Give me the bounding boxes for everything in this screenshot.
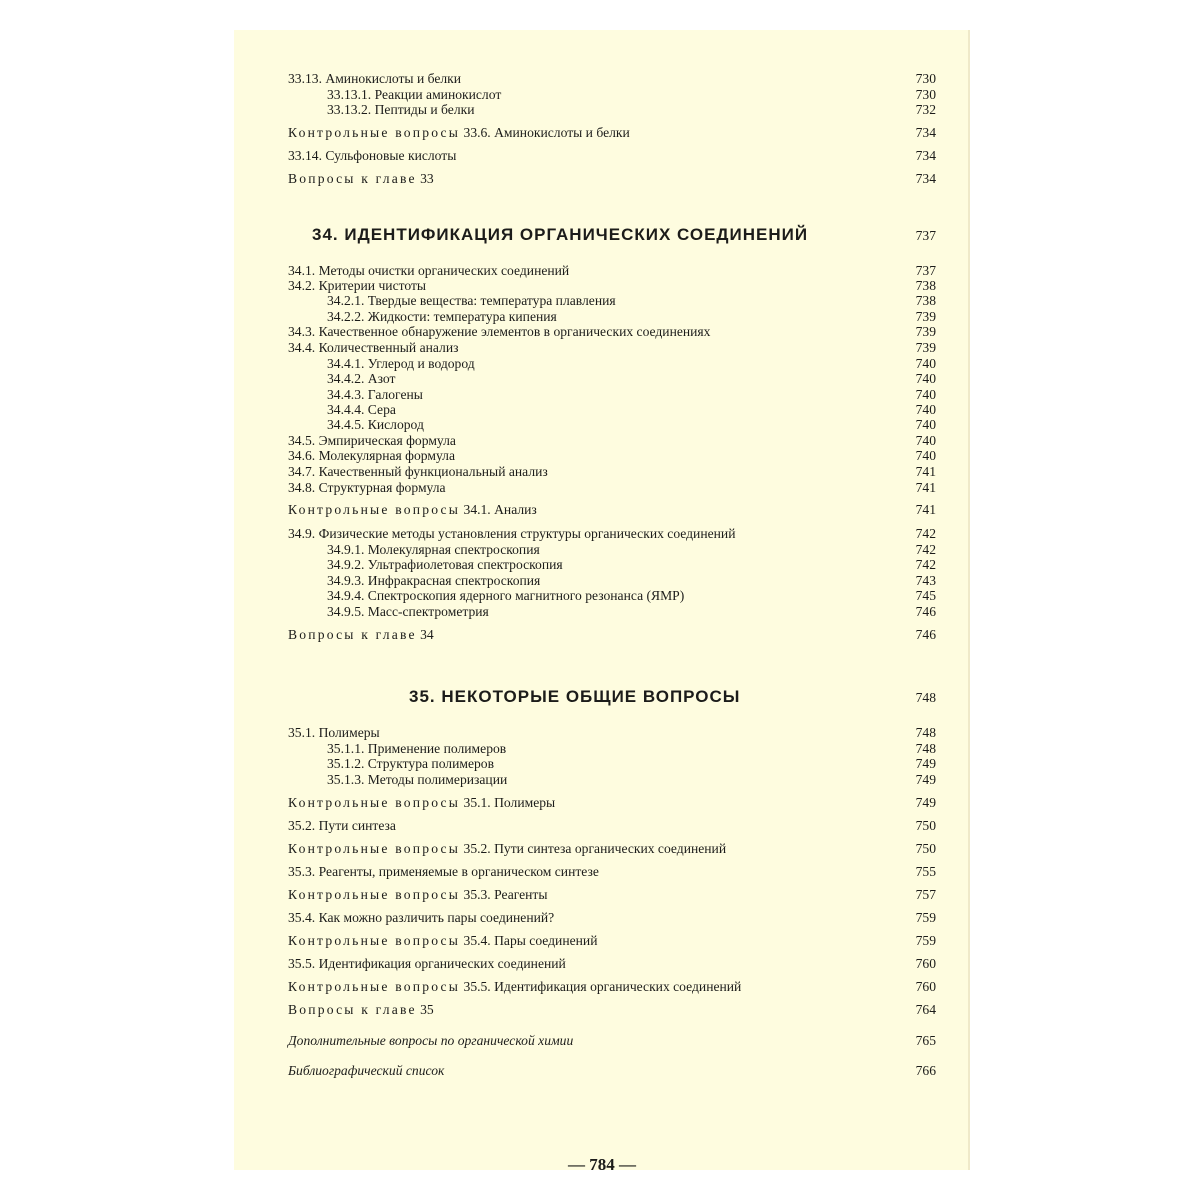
toc-subentry: 34.4.3. Галогены bbox=[327, 387, 423, 402]
toc-entry: 33.14. Сульфоновые кислоты bbox=[288, 148, 457, 163]
toc-page-number: 748 bbox=[915, 690, 936, 705]
toc-entry: 34.1. Методы очистки органических соединений bbox=[288, 263, 570, 278]
toc-page-number: 749 bbox=[915, 756, 936, 771]
toc-entry: 35.5. Идентификация органических соединений bbox=[288, 956, 566, 971]
toc-chapter-questions: Вопросы к главе 34 bbox=[288, 627, 434, 642]
toc-entry: 34.7. Качественный функциональный анализ bbox=[288, 464, 548, 479]
toc-page-number: 749 bbox=[915, 772, 936, 787]
toc-review-entry: Контрольные вопросы 35.4. Пары соединений bbox=[288, 933, 598, 948]
toc-page-number: 732 bbox=[915, 102, 936, 117]
toc-page-number: 745 bbox=[915, 588, 936, 603]
toc-page-number: 734 bbox=[915, 148, 936, 163]
toc-subentry: 34.4.2. Азот bbox=[327, 371, 396, 386]
toc-subentry: 33.13.2. Пептиды и белки bbox=[327, 102, 475, 117]
toc-subentry: 34.9.3. Инфракрасная спектроскопия bbox=[327, 573, 541, 588]
toc-page-number: 749 bbox=[915, 795, 936, 810]
toc-entry: 34.2. Критерии чистоты bbox=[288, 278, 427, 293]
toc-appendix-entry: Дополнительные вопросы по органической химии bbox=[288, 1033, 574, 1048]
toc-subentry: 34.9.2. Ультрафиолетовая спектроскопия bbox=[327, 557, 563, 572]
toc-page-number: 741 bbox=[915, 464, 936, 479]
toc-page-number: 742 bbox=[915, 557, 936, 572]
toc-page-number: 759 bbox=[915, 933, 936, 948]
toc-review-entry: Контрольные вопросы 35.1. Полимеры bbox=[288, 795, 556, 810]
toc-entry: 34.5. Эмпирическая формула bbox=[288, 433, 456, 448]
toc-review-entry: Контрольные вопросы 35.3. Реагенты bbox=[288, 887, 548, 902]
toc-page-number: 740 bbox=[915, 448, 936, 463]
toc-entry: 34.8. Структурная формула bbox=[288, 480, 446, 495]
toc-subentry: 34.2.2. Жидкости: температура кипения bbox=[327, 309, 557, 324]
toc-page-number: 748 bbox=[915, 725, 936, 740]
toc-page-number: 741 bbox=[915, 480, 936, 495]
toc-page-number: 740 bbox=[915, 433, 936, 448]
toc-page-number: 743 bbox=[915, 573, 936, 588]
toc-page-number: 740 bbox=[915, 417, 936, 432]
toc-page-number: 737 bbox=[915, 263, 936, 278]
toc-entry: 33.13. Аминокислоты и белки bbox=[288, 71, 462, 86]
chapter-heading: 34. ИДЕНТИФИКАЦИЯ ОРГАНИЧЕСКИХ СОЕДИНЕНИЙ bbox=[312, 225, 809, 244]
toc-page-number: 734 bbox=[915, 171, 936, 186]
toc-page-number: 757 bbox=[915, 887, 936, 902]
toc-subentry: 33.13.1. Реакции аминокислот bbox=[327, 87, 502, 102]
toc-subentry: 34.9.4. Спектроскопия ядерного магнитного резонанса (ЯМР) bbox=[327, 588, 685, 603]
toc-subentry: 34.9.1. Молекулярная спектроскопия bbox=[327, 542, 540, 557]
toc-entry: 35.2. Пути синтеза bbox=[288, 818, 396, 833]
toc-page-number: 746 bbox=[915, 604, 936, 619]
toc-page-number: 740 bbox=[915, 387, 936, 402]
book-page bbox=[234, 30, 970, 1174]
toc-entry: 34.9. Физические методы установления структуры органических соединений bbox=[288, 526, 736, 541]
toc-page-number: 742 bbox=[915, 526, 936, 541]
toc-page-number: 740 bbox=[915, 402, 936, 417]
toc-page-number: 764 bbox=[915, 1002, 936, 1017]
toc-entry: 34.3. Качественное обнаружение элементов в органических соединениях bbox=[288, 324, 711, 339]
toc-page-number: 746 bbox=[915, 627, 936, 642]
toc-page-number: 739 bbox=[915, 309, 936, 324]
toc-page-number: 750 bbox=[915, 818, 936, 833]
toc-entry: 34.4. Количественный анализ bbox=[288, 340, 459, 355]
toc-entry: 35.4. Как можно различить пары соединений? bbox=[288, 910, 555, 925]
toc-subentry: 34.2.1. Твердые вещества: температура плавления bbox=[327, 293, 616, 308]
toc-page-number: 730 bbox=[915, 71, 936, 86]
toc-page-number: 760 bbox=[915, 979, 936, 994]
toc-subentry: 34.9.5. Масс-спектрометрия bbox=[327, 604, 489, 619]
toc-subentry: 34.4.5. Кислород bbox=[327, 417, 424, 432]
toc-appendix-entry: Библиографический список bbox=[288, 1063, 445, 1078]
toc-review-entry: Контрольные вопросы 33.6. Аминокислоты и белки bbox=[288, 125, 630, 140]
toc-page-number: 737 bbox=[915, 228, 936, 243]
page-number-footer: — 784 — bbox=[568, 1155, 636, 1174]
toc-subentry: 34.4.4. Сера bbox=[327, 402, 396, 417]
toc-page-number: 739 bbox=[915, 324, 936, 339]
toc-chapter-questions: Вопросы к главе 35 bbox=[288, 1002, 434, 1017]
chapter-heading: 35. НЕКОТОРЫЕ ОБЩИЕ ВОПРОСЫ bbox=[409, 687, 741, 706]
toc-review-entry: Контрольные вопросы 35.2. Пути синтеза органических соединений bbox=[288, 841, 727, 856]
toc-page-number: 738 bbox=[915, 293, 936, 308]
toc-entry: 35.3. Реагенты, применяемые в органическом синтезе bbox=[288, 864, 599, 879]
toc-page-number: 765 bbox=[915, 1033, 936, 1048]
toc-page-number: 738 bbox=[915, 278, 936, 293]
toc-chapter-questions: Вопросы к главе 33 bbox=[288, 171, 434, 186]
toc-page-number: 759 bbox=[915, 910, 936, 925]
toc-subentry: 35.1.1. Применение полимеров bbox=[327, 741, 507, 756]
toc-page-number: 734 bbox=[915, 125, 936, 140]
toc-subentry: 35.1.3. Методы полимеризации bbox=[327, 772, 508, 787]
toc-page-number: 742 bbox=[915, 542, 936, 557]
toc-page-number: 740 bbox=[915, 356, 936, 371]
toc-page-number: 760 bbox=[915, 956, 936, 971]
toc-subentry: 35.1.2. Структура полимеров bbox=[327, 756, 495, 771]
toc-page-number: 730 bbox=[915, 87, 936, 102]
toc-entry: 34.6. Молекулярная формула bbox=[288, 448, 455, 463]
toc-page-number: 739 bbox=[915, 340, 936, 355]
toc-subentry: 34.4.1. Углерод и водород bbox=[327, 356, 475, 371]
toc-review-entry: Контрольные вопросы 35.5. Идентификация органических соединений bbox=[288, 979, 742, 994]
toc-page-number: 741 bbox=[915, 502, 936, 517]
toc-page-number: 748 bbox=[915, 741, 936, 756]
toc-page-number: 750 bbox=[915, 841, 936, 856]
toc-page-number: 755 bbox=[915, 864, 936, 879]
toc-page-number: 766 bbox=[915, 1063, 936, 1078]
toc-review-entry: Контрольные вопросы 34.1. Анализ bbox=[288, 502, 537, 517]
toc-entry: 35.1. Полимеры bbox=[288, 725, 380, 740]
toc-page-number: 740 bbox=[915, 371, 936, 386]
